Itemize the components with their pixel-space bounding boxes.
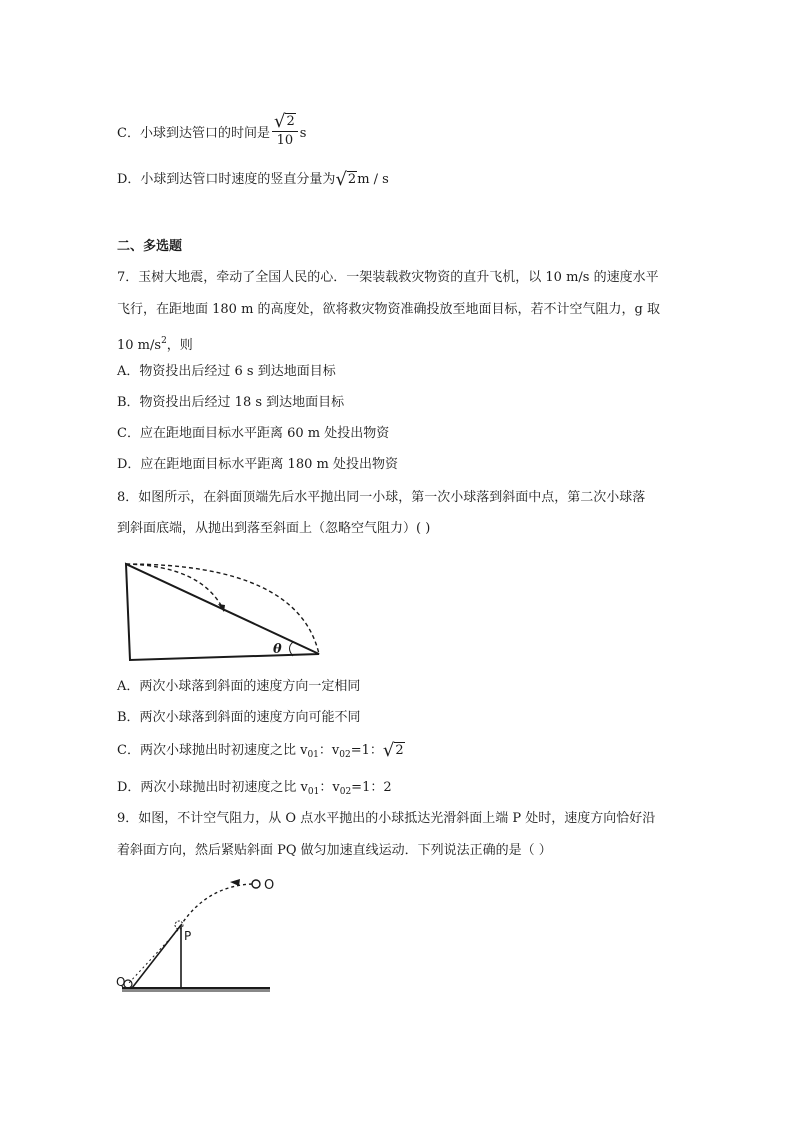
- q7-stem-line2: 飞行，在距地面 180 m 的高度处，欲将救灾物资准确投放至地面目标，若不计空气阻力，g 取: [117, 302, 660, 317]
- q6-option-d: [117, 169, 389, 190]
- fraction-denominator: 10: [276, 133, 294, 148]
- stem-text: 10 m/s: [117, 338, 162, 353]
- option-text: ：v: [319, 780, 340, 795]
- arrow-icon: [230, 879, 240, 886]
- radicand: 2: [286, 114, 295, 129]
- q7-option-a: A．物资投出后经过 6 s 到达地面目标: [117, 364, 336, 379]
- subscript: 02: [339, 787, 352, 797]
- superscript: 2: [161, 336, 167, 346]
- subscript: 02: [339, 750, 351, 760]
- sqrt-icon: √: [335, 169, 347, 190]
- q7-option-b: B．物资投出后经过 18 s 到达地面目标: [117, 395, 345, 410]
- option-text: ：v: [318, 743, 340, 758]
- fraction: [272, 113, 298, 150]
- option-text: =1：2: [351, 780, 392, 795]
- section-title: 二、多选题: [117, 239, 183, 254]
- q8-stem-line1: 8．如图所示，在斜面顶端先后水平抛出同一小球，第一次小球落到斜面中点，第二次小球落: [117, 490, 646, 505]
- unit: m / s: [357, 172, 389, 187]
- q8-option-c: [117, 740, 405, 763]
- slide-path: [128, 930, 178, 984]
- q7-option-d: D．应在距地面目标水平距离 180 m 处投出物资: [117, 457, 398, 472]
- projectile-figure: [112, 868, 282, 1008]
- angle-label: θ: [273, 642, 282, 657]
- incline-figure: [118, 556, 328, 666]
- sqrt-icon: √: [382, 740, 395, 761]
- ball-start: [252, 880, 260, 888]
- label-q: Q: [116, 975, 126, 989]
- q6-option-c: [117, 111, 307, 152]
- trajectory: [181, 884, 252, 925]
- option-text: D．两次小球抛出时初速度之比 v: [117, 780, 308, 795]
- q8-option-a: A．两次小球落到斜面的速度方向一定相同: [117, 679, 361, 694]
- q8-stem-line2: 到斜面底端，从抛出到落至斜面上（忽略空气阻力）( ): [117, 521, 431, 536]
- q7-stem-line1: 7．玉树大地震，牵动了全国人民的心．一架装载救灾物资的直升飞机，以 10 m/s 的速度水平: [117, 270, 659, 285]
- q7-option-c: C．应在距地面目标水平距离 60 m 处投出物资: [117, 426, 390, 441]
- q9-stem-line1: 9．如图，不计空气阻力，从 O 点水平抛出的小球抵达光滑斜面上端 P 处时，速度方向恰好沿: [117, 811, 656, 826]
- option-text: C．两次小球抛出时初速度之比 v: [117, 743, 308, 758]
- subscript: 01: [307, 787, 320, 797]
- unit: s: [299, 126, 307, 141]
- option-text: D．小球到达管口时速度的竖直分量为: [117, 172, 336, 187]
- label-o: O: [264, 878, 275, 893]
- q9-stem-line2: 着斜面方向，然后紧贴斜面 PQ 做匀加速直线运动．下列说法正确的是（ ）: [117, 843, 552, 858]
- label-p: P: [184, 929, 192, 943]
- stem-text: ，则: [166, 338, 193, 353]
- sqrt-icon: √: [273, 111, 286, 132]
- q8-option-b: B．两次小球落到斜面的速度方向可能不同: [117, 710, 361, 725]
- fraction-numerator: [272, 113, 298, 132]
- subscript: 01: [307, 750, 319, 760]
- radicand: 2: [347, 172, 357, 187]
- option-text: =1：: [350, 743, 383, 758]
- option-text: C．小球到达管口的时间是: [117, 126, 270, 141]
- q8-option-d: [117, 780, 392, 800]
- q7-stem-line3: [117, 333, 193, 354]
- radicand: 2: [395, 743, 404, 758]
